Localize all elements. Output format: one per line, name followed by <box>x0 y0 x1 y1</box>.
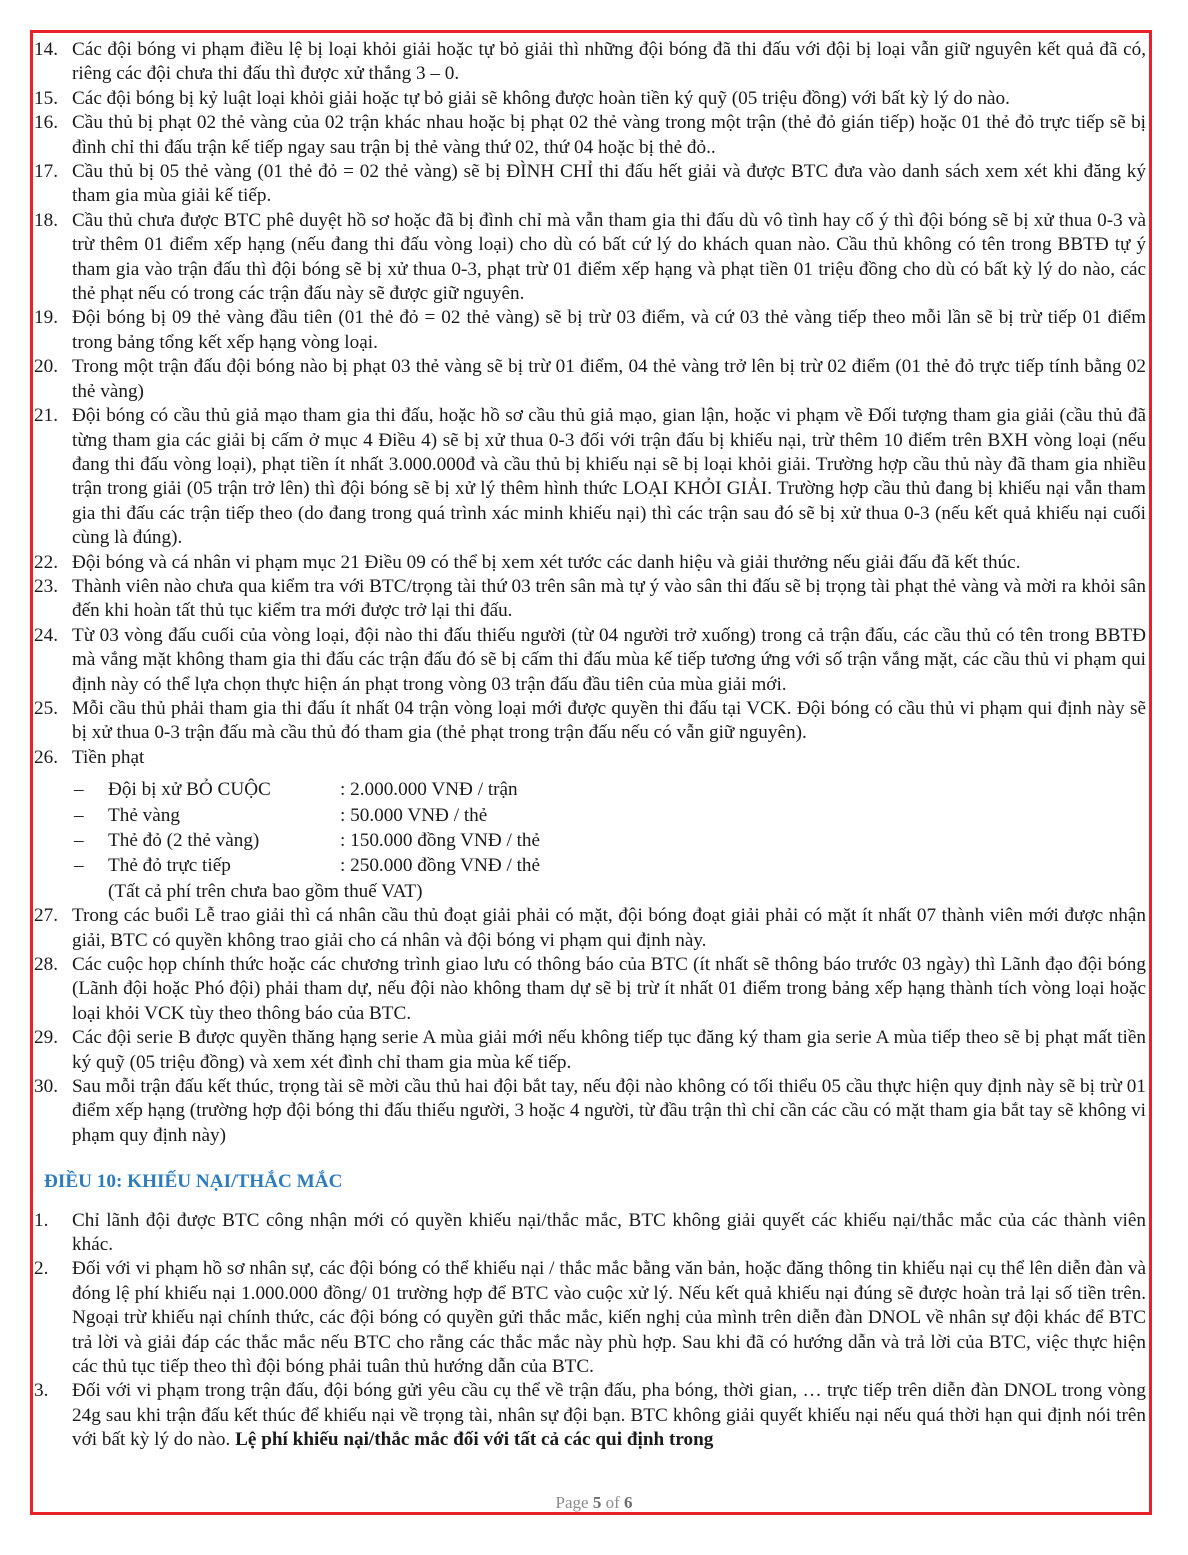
item-number: 2. <box>34 1258 49 1280</box>
dash-bullet: – <box>74 779 84 801</box>
fine-label: Thẻ đỏ (2 thẻ vàng) <box>108 829 260 851</box>
item-number: 26. <box>34 746 58 768</box>
list-item <box>34 1026 1146 1075</box>
item-number: 14. <box>34 39 58 60</box>
item-number: 20. <box>34 356 58 378</box>
fine-row <box>38 854 1146 879</box>
item-number: 18. <box>34 209 58 231</box>
dash-bullet: – <box>74 829 84 851</box>
of-word: of <box>605 1493 620 1512</box>
item-number: 17. <box>34 161 58 183</box>
item-number: 27. <box>34 905 58 927</box>
list-item <box>34 953 1146 1026</box>
fine-row <box>38 778 1146 803</box>
page-number: 5 <box>592 1493 602 1512</box>
item-text: Các đội bóng vi phạm điều lệ bị loại khỏi giải hoặc tự bỏ giải thì những đội bóng đã thi đấu với đội bị loại vẫn giữ nguyên kết quả đã có, riêng các đội chưa thi đấu thì được xử thắng 3 – 0. <box>72 39 1146 85</box>
list-item <box>34 551 1146 575</box>
item-text: Trong một trận đấu đội bóng nào bị phạt 03 thẻ vàng sẽ bị trừ 01 điểm, 04 thẻ vàng trở lên bị trừ 02 điểm (01 thẻ đỏ trực tiếp tính bằng 02 thẻ vàng) <box>72 356 1146 402</box>
document-body <box>34 38 1146 1453</box>
item-number: 19. <box>34 307 58 329</box>
item-bold-text: Lệ phí khiếu nại/thắc mắc đối với tất cả các qui định trong <box>235 1429 714 1451</box>
item-number: 15. <box>34 87 58 109</box>
list-item <box>34 1257 1146 1379</box>
item-text: Các cuộc họp chính thức hoặc các chương trình giao lưu có thông báo của BTC (ít nhất sẽ thông báo trước 03 ngày) thì Lãnh đạo đội bóng (Lãnh đội hoặc Phó đội) phải tham dự, nếu đội nào không tham dự sẽ bị trừ ít nhất 01 điểm trong bảng xếp hạng thành tích vòng loại hoặc loại khỏi VCK tùy theo thông báo của BTC. <box>72 953 1146 1024</box>
item-text: Đội bóng có cầu thủ giả mạo tham gia thi đấu, hoặc hồ sơ cầu thủ giả mạo, gian lận, hoặc vi phạm về Đối tượng tham gia giải (cầu thủ đã từng tham gia các giải bị cấm ở mục 4 Điều 4) sẽ bị xử thua 0-3 đối với trận đấu bị khiếu nại, trừ thêm 10 điểm trên BXH vòng loại (nếu đang thi đấu vòng loại), phạt tiền ít nhất 3.000.000đ và cầu thủ bị khiếu nại sẽ bị loại khỏi giải. Trường hợp cầu thủ này đã tham gia nhiều trận trong giải (05 trận trở lên) thì đội bóng sẽ bị xử lý thêm hình thức LOẠI KHỎI GIẢI. Trường hợp cầu thủ đang bị khiếu nại vẫn tham gia thi đấu các trận tiếp theo (do đang trong quá trình xác minh khiếu nại) thì các trận sau đó sẽ bị xử thua 0-3 (nếu kết quả khiếu nại cuối cùng là đúng). <box>72 405 1146 549</box>
fines-note: (Tất cả phí trên chưa bao gồm thuế VAT) <box>108 880 423 902</box>
item-text: Các đội bóng bị kỷ luật loại khỏi giải hoặc tự bỏ giải sẽ không được hoàn tiền ký quỹ (05 triệu đồng) với bất kỳ lý do nào. <box>72 87 1010 109</box>
item-number: 30. <box>34 1076 58 1097</box>
item-number: 1. <box>34 1209 49 1231</box>
item-number: 29. <box>34 1027 58 1049</box>
fine-label: Thẻ vàng <box>108 804 180 826</box>
fine-label: Thẻ đỏ trực tiếp <box>108 855 231 877</box>
item-text: Thành viên nào chưa qua kiểm tra với BTC/trọng tài thứ 03 trên sân mà tự ý vào sân thi đấu sẽ bị trọng tài phạt thẻ vàng và mời ra khỏi sân đến khi hoàn tất thủ tục kiểm tra mới được trở lại thi đấu. <box>72 575 1146 622</box>
item-text: Cầu thủ chưa được BTC phê duyệt hồ sơ hoặc đã bị đình chỉ mà vẫn tham gia thi đấu dù vô tình hay cố ý thì đội bóng sẽ bị xử thua 0-3 và trừ thêm 01 điểm xếp hạng (nếu đang thi đấu vòng loại) cho dù có bất cứ lý do khách quan nào. Cầu thủ không có tên trong BBTĐ tự ý tham gia vào trận đấu thì đội bóng sẽ bị xử thua 0-3, phạt trừ 01 điểm xếp hạng và phạt tiền 01 triệu đồng cho dù có bất kỳ lý do nào, các thẻ phạt nếu có trong các trận đấu này sẽ được giữ nguyên. <box>72 209 1146 305</box>
fine-row <box>38 829 1146 854</box>
list-item <box>34 160 1146 209</box>
fine-value: : 250.000 đồng VNĐ / thẻ <box>340 855 541 877</box>
item-text: Đội bóng bị 09 thẻ vàng đầu tiên (01 thẻ đỏ = 02 thẻ vàng) sẽ bị trừ 03 điểm, và cứ 03 thẻ vàng tiếp theo mỗi lần sẽ bị trừ tiếp 01 điểm trong bảng tổng kết xếp hạng vòng loại. <box>72 307 1146 353</box>
dash-bullet: – <box>74 855 84 877</box>
list-item <box>34 1379 1146 1452</box>
item-number: 16. <box>34 112 58 134</box>
page-footer <box>0 1493 1188 1513</box>
list-item <box>34 746 1146 770</box>
page-word: Page <box>555 1493 589 1512</box>
list-item <box>34 38 1146 87</box>
rules-list-continued <box>34 904 1146 1148</box>
item-text: Cầu thủ bị phạt 02 thẻ vàng của 02 trận khác nhau hoặc bị phạt 02 thẻ vàng trong một trận (thẻ đỏ gián tiếp) hoặc 01 thẻ đỏ trực tiếp sẽ bị đình chỉ thi đấu trận kế tiếp ngay sau trận bị thẻ vàng thứ 02, thứ 04 hoặc bị thẻ đỏ.. <box>72 112 1146 158</box>
item-number: 24. <box>34 624 58 646</box>
item-text: Mỗi cầu thủ phải tham gia thi đấu ít nhất 04 trận vòng loại mới được quyền thi đấu tại VCK. Đội bóng có cầu thủ vi phạm qui định này sẽ bị xử thua 0-3 trận đấu mà cầu thủ đó tham gia (thẻ phạt trong trận đấu nếu có vẫn giữ nguyên). <box>72 697 1146 744</box>
fine-value: : 2.000.000 VNĐ / trận <box>340 779 518 801</box>
list-item <box>34 306 1146 355</box>
item-number: 23. <box>34 575 58 597</box>
list-item <box>34 111 1146 160</box>
item-text: Đối với vi phạm trong trận đấu, đội bóng gửi yêu cầu cụ thể về trận đấu, pha bóng, thời gian, … trực tiếp trên diễn đàn DNOL trong vòng 24g sau khi trận đấu kết thúc để khiếu nại về trọng tài, nhân sự đội bạn. BTC không giải quyết khiếu nại nếu quá thời hạn qui định nói trên với bất kỳ lý do nào. Lệ phí khiếu nại/thắc mắc đối với tất cả các qui định trong <box>72 1380 1146 1451</box>
item-text: Trong các buổi Lễ trao giải thì cá nhân cầu thủ đoạt giải phải có mặt, đội bóng đoạt giải phải có mặt ít nhất 07 thành viên mới được nhận giải, BTC có quyền không trao giải cho cá nhân và đội bóng vi phạm qui định này. <box>72 905 1146 951</box>
page-total: 6 <box>623 1493 633 1512</box>
section-heading: ĐIỀU 10: KHIẾU NẠI/THẮC MẮC <box>44 1171 343 1193</box>
item-number: 28. <box>34 953 58 975</box>
item-text: Từ 03 vòng đấu cuối của vòng loại, đội nào thi đấu thiếu người (từ 04 người trở xuống) trong cả trận đấu, các cầu thủ có tên trong BBTĐ mà vắng mặt không tham gia thi đấu các trận đấu đó sẽ bị cấm thi đấu mùa kế tiếp tương ứng với số trận vắng mặt, các cầu thủ vi phạm qui định này có thể lựa chọn thực hiện án phạt trong vòng 03 trận đấu đầu tiên của mùa giải mới. <box>72 624 1146 695</box>
fine-value: : 50.000 VNĐ / thẻ <box>340 804 488 826</box>
list-item <box>34 624 1146 697</box>
list-item <box>34 1075 1146 1148</box>
item-text: Tiền phạt <box>72 746 145 768</box>
item-number: 25. <box>34 697 58 719</box>
list-item <box>34 87 1146 111</box>
dash-bullet: – <box>74 804 84 826</box>
list-item <box>34 697 1146 746</box>
item-number: 21. <box>34 405 58 427</box>
fine-label: Đội bị xử BỎ CUỘC <box>108 779 271 801</box>
item-text: Chỉ lãnh đội được BTC công nhận mới có quyền khiếu nại/thắc mắc, BTC không giải quyết các khiếu nại/thắc mắc của các thành viên khác. <box>72 1209 1146 1256</box>
item-text: Đội bóng và cá nhân vi phạm mục 21 Điều 09 có thể bị xem xét tước các danh hiệu và giải thưởng nếu giải đấu đã kết thúc. <box>72 551 1021 573</box>
item-text: Đối với vi phạm hồ sơ nhân sự, các đội bóng có thể khiếu nại / thắc mắc bằng văn bản, hoặc đăng thông tin khiếu nại cụ thể lên diễn đàn và đóng lệ phí khiếu nại 1.000.000 đồng/ 01 trường hợp để BTC vào cuộc xử lý. Nếu kết quả khiếu nại đúng sẽ được hoàn trả lại số tiền trên. Ngoại trừ khiếu nại chính thức, các đội bóng có quyền gửi thắc mắc, kiến nghị của mình trên diễn đàn DNOL về nhân sự đội khác để BTC trả lời và giải đáp các thắc mắc nếu BTC cho rằng các thắc mắc này phù hợp. Sau khi đã có hướng dẫn và trả lời của BTC, việc thực hiện các thủ tục tiếp theo thì đội bóng phải tuân thủ hướng dẫn của BTC. <box>72 1258 1146 1378</box>
item-text: Các đội serie B được quyền thăng hạng serie A mùa giải mới nếu không tiếp tục đăng ký tham gia serie A mùa tiếp theo sẽ bị phạt mất tiền ký quỹ (05 triệu đồng) và xem xét đình chỉ tham gia mùa kế tiếp. <box>72 1027 1146 1073</box>
list-item <box>34 209 1146 307</box>
item-number: 22. <box>34 551 58 573</box>
item-text: Cầu thủ bị 05 thẻ vàng (01 thẻ đỏ = 02 thẻ vàng) sẽ bị ĐÌNH CHỈ thi đấu hết giải và được BTC đưa vào danh sách xem xét khi đăng ký tham gia mùa giải kế tiếp. <box>72 161 1146 207</box>
rules-list <box>34 38 1146 770</box>
fine-row <box>38 804 1146 829</box>
fines-list <box>38 778 1146 880</box>
complaints-list <box>34 1209 1146 1380</box>
list-item <box>34 355 1146 404</box>
item-text: Sau mỗi trận đấu kết thúc, trọng tài sẽ mời cầu thủ hai đội bắt tay, nếu đội nào không có tối thiểu 05 cầu thực hiện quy định này sẽ bị trừ 01 điểm xếp hạng (trường hợp đội bóng thi đấu thiếu người, 3 hoặc 4 người, từ đầu trận thì chỉ cần các cầu có mặt tham gia bắt tay sẽ không vi phạm quy định này) <box>72 1076 1146 1146</box>
fine-value: : 150.000 đồng VNĐ / thẻ <box>340 829 541 851</box>
list-item <box>34 1209 1146 1258</box>
list-item <box>34 575 1146 624</box>
item-number: 3. <box>34 1380 49 1402</box>
list-item <box>34 904 1146 953</box>
list-item <box>34 404 1146 550</box>
